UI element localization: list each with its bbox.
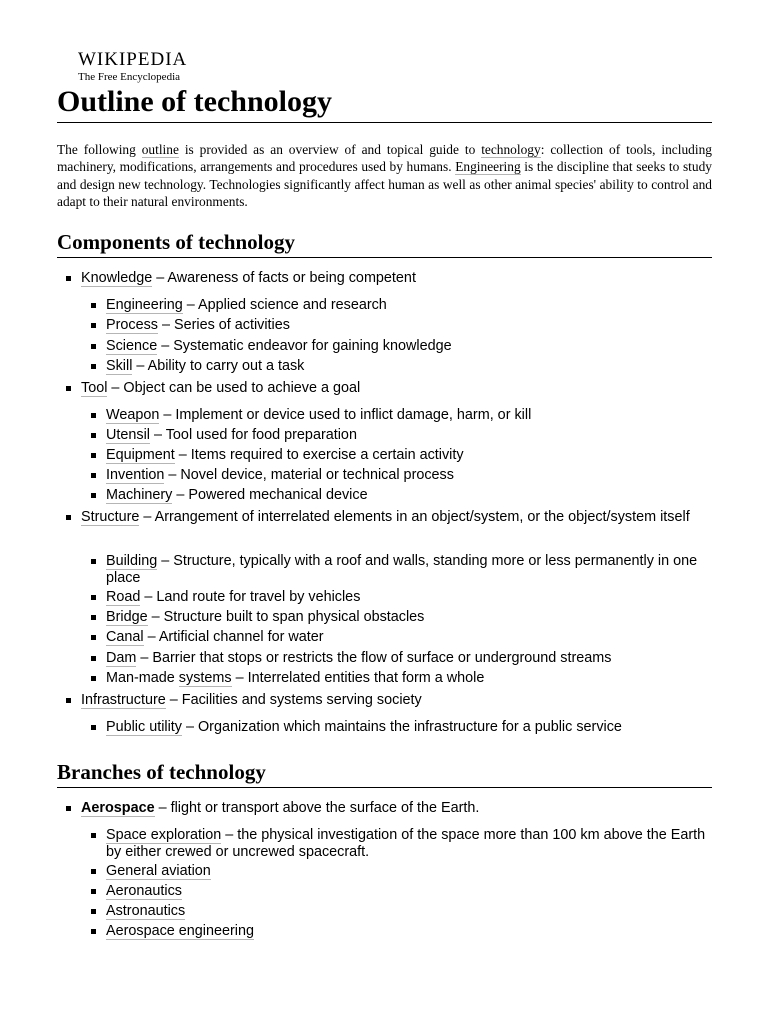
outline-link[interactable]: outline — [141, 142, 179, 157]
bullet-icon — [91, 656, 96, 661]
utensil-link[interactable]: Utensil — [106, 427, 150, 443]
list-item — [106, 863, 714, 880]
bullet-icon — [91, 453, 96, 458]
brand-wordmark: WIKIPEDIA — [78, 49, 188, 70]
list-item — [81, 800, 711, 817]
aerospace-engineering-link[interactable]: Aerospace engineering — [106, 923, 255, 939]
list-item — [106, 338, 714, 355]
bullet-icon — [91, 413, 96, 418]
skill-link[interactable]: Skill — [106, 358, 133, 374]
technology-link[interactable]: technology — [481, 142, 541, 157]
item-desc: – Tool used for food preparation — [150, 427, 357, 443]
bullet-icon — [91, 344, 96, 349]
item-desc: – Novel device, material or technical process — [164, 467, 454, 483]
list-item — [106, 447, 714, 464]
equipment-link[interactable]: Equipment — [106, 447, 175, 463]
list-item — [106, 553, 714, 587]
item-desc: – Structure built to span physical obstacles — [147, 609, 425, 625]
process-link[interactable]: Process — [106, 317, 158, 333]
structure-link[interactable]: Structure — [81, 509, 140, 525]
wikipedia-logo[interactable] — [78, 50, 218, 84]
bullet-icon — [91, 909, 96, 914]
space-exploration-link[interactable]: Space exploration — [106, 827, 222, 843]
list-item — [106, 629, 714, 646]
intro-text: is provided as an overview of and topical guide to — [178, 142, 482, 157]
list-item — [106, 297, 714, 314]
list-item — [106, 609, 714, 626]
item-desc: – the physical investigation of the space more than 100 km above the Earth by either crewed or uncrewed spacecraft. — [106, 827, 706, 860]
science-link[interactable]: Science — [106, 338, 158, 354]
item-desc: – Artificial channel for water — [143, 629, 324, 645]
section-heading-components: Components of technology — [57, 229, 712, 258]
item-desc: – Barrier that stops or restricts the flow of surface or underground streams — [136, 650, 612, 666]
list-item — [106, 487, 714, 504]
brand-tagline: The Free Encyclopedia — [78, 71, 181, 83]
item-desc: – Awareness of facts or being competent — [152, 270, 416, 286]
intro-text: is the discipline that seeks to study and design new technology. Technologies significantly affect human as well as other animal species' ability to control and adapt to their natural environments. — [57, 159, 712, 210]
item-desc: – Series of activities — [157, 317, 290, 333]
item-desc: – Facilities and systems serving society — [165, 692, 422, 708]
list-item — [106, 317, 714, 334]
item-desc: – Powered mechanical device — [172, 487, 368, 503]
item-desc: – Object can be used to achieve a goal — [107, 380, 361, 396]
bullet-icon — [91, 615, 96, 620]
bullet-icon — [91, 595, 96, 600]
list-item — [81, 380, 711, 397]
item-desc: – Arrangement of interrelated elements in an object/system, or the object/system itself — [139, 509, 690, 525]
canal-link[interactable]: Canal — [106, 629, 144, 645]
dam-link[interactable]: Dam — [106, 650, 137, 666]
weapon-link[interactable]: Weapon — [106, 407, 160, 423]
bullet-icon — [66, 386, 71, 391]
list-item — [106, 407, 714, 424]
list-item — [81, 509, 711, 526]
item-desc: – flight or transport above the surface of the Earth. — [154, 800, 480, 816]
machinery-link[interactable]: Machinery — [106, 487, 173, 503]
list-item — [106, 827, 714, 861]
bullet-icon — [91, 725, 96, 730]
bullet-icon — [91, 473, 96, 478]
knowledge-link[interactable]: Knowledge — [81, 270, 153, 286]
general-aviation-link[interactable]: General aviation — [106, 863, 211, 879]
item-desc: – Interrelated entities that form a whole — [231, 670, 485, 686]
item-desc: – Applied science and research — [182, 297, 387, 313]
intro-paragraph — [57, 141, 712, 211]
tool-link[interactable]: Tool — [81, 380, 108, 396]
building-link[interactable]: Building — [106, 553, 158, 569]
intro-text: : collection of tools, including machinery, modifications, arrangements and procedures used by humans. — [57, 142, 712, 175]
road-link[interactable]: Road — [106, 589, 141, 605]
engineering-sub-link[interactable]: Engineering — [106, 297, 183, 313]
list-item — [81, 692, 711, 709]
bullet-icon — [91, 323, 96, 328]
list-item — [106, 923, 714, 940]
item-desc: – Organization which maintains the infrastructure for a public service — [181, 719, 622, 735]
bullet-icon — [91, 364, 96, 369]
aeronautics-link[interactable]: Aeronautics — [106, 883, 182, 899]
engineering-link[interactable]: Engineering — [455, 159, 521, 175]
bullet-icon — [91, 433, 96, 438]
aerospace-link[interactable]: Aerospace — [81, 800, 155, 816]
bullet-icon — [66, 515, 71, 520]
list-item — [81, 270, 711, 287]
section-heading-branches: Branches of technology — [57, 759, 712, 788]
page-title: Outline of technology — [57, 84, 712, 123]
bullet-icon — [91, 635, 96, 640]
bullet-icon — [91, 676, 96, 681]
bullet-icon — [91, 559, 96, 564]
list-item — [106, 670, 714, 687]
item-prefix: Man-made — [106, 670, 179, 686]
item-desc: – Implement or device used to inflict damage, harm, or kill — [159, 407, 532, 423]
item-desc: – Structure, typically with a roof and walls, standing more or less permanently in one place — [106, 553, 698, 586]
bullet-icon — [66, 806, 71, 811]
public-utility-link[interactable]: Public utility — [106, 719, 182, 735]
list-item — [106, 358, 714, 375]
item-desc: – Ability to carry out a task — [132, 358, 305, 374]
list-item — [106, 719, 714, 736]
intro-text: The following — [57, 142, 142, 157]
systems-link[interactable]: systems — [178, 670, 232, 686]
list-item — [106, 427, 714, 444]
item-desc: – Land route for travel by vehicles — [140, 589, 361, 605]
bullet-icon — [91, 889, 96, 894]
bridge-link[interactable]: Bridge — [106, 609, 148, 625]
astronautics-link[interactable]: Astronautics — [106, 903, 186, 919]
item-desc: – Systematic endeavor for gaining knowledge — [157, 338, 452, 354]
bullet-icon — [66, 698, 71, 703]
list-item — [106, 903, 714, 920]
list-item — [106, 589, 714, 606]
list-item — [106, 883, 714, 900]
bullet-icon — [66, 276, 71, 281]
item-desc: – Items required to exercise a certain activity — [174, 447, 464, 463]
list-item — [106, 467, 714, 484]
bullet-icon — [91, 493, 96, 498]
bullet-icon — [91, 833, 96, 838]
bullet-icon — [91, 303, 96, 308]
list-item — [106, 650, 714, 667]
bullet-icon — [91, 869, 96, 874]
invention-link[interactable]: Invention — [106, 467, 165, 483]
infrastructure-link[interactable]: Infrastructure — [81, 692, 166, 708]
bullet-icon — [91, 929, 96, 934]
